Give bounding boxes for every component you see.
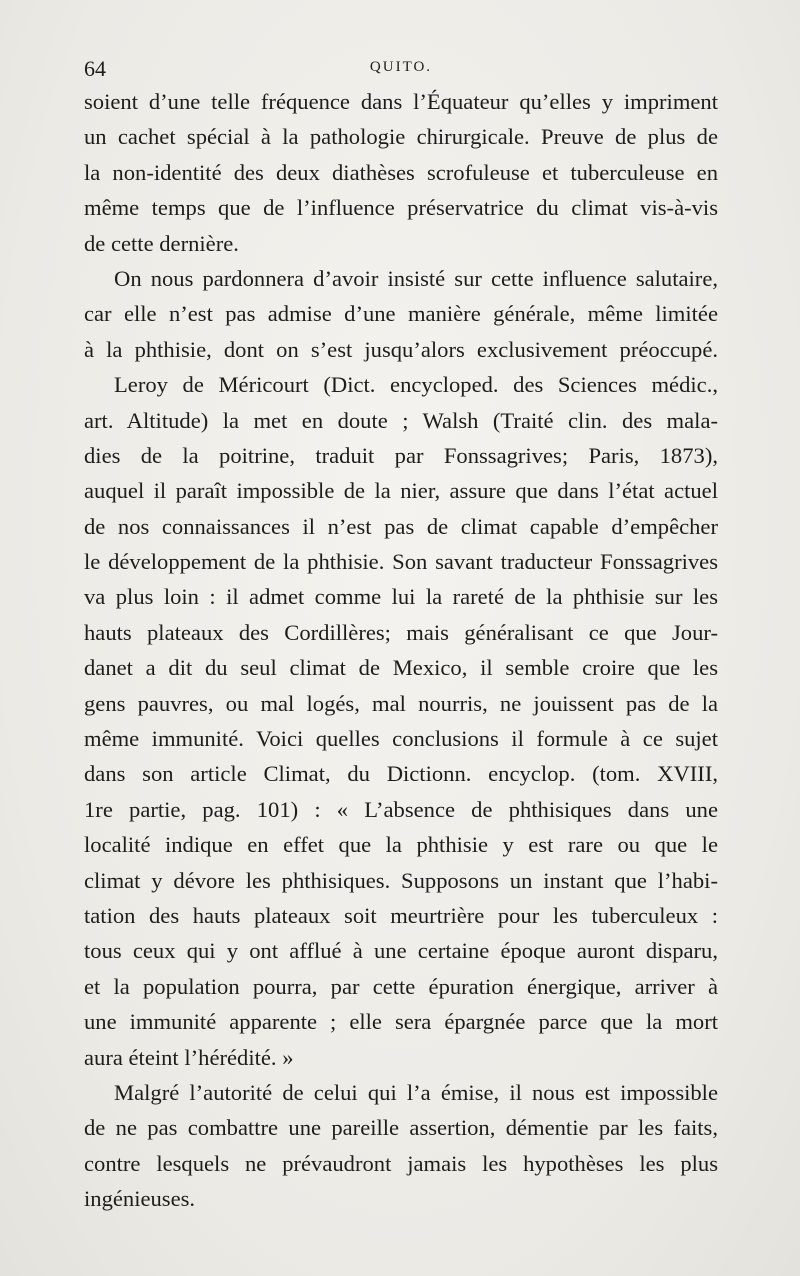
- running-head: [84, 56, 718, 84]
- text-line: de cette dernière.: [84, 230, 239, 256]
- text-line: On nous pardonnera d’avoir insisté sur cette influence salutaire,: [114, 265, 718, 291]
- text-line: 1re partie, pag. 101) : « L’absence de phthisiques dans une: [84, 796, 718, 822]
- text-line: de ne pas combattre une pareille assertion, démentie par les faits,: [84, 1115, 718, 1141]
- text-line: aura éteint l’hérédité. »: [84, 1044, 294, 1070]
- text-line: auquel il paraît impossible de la nier, assure que dans l’état actuel: [84, 478, 718, 504]
- paragraph: [84, 261, 718, 367]
- paragraph: [84, 1075, 718, 1217]
- text-line: danet a dit du seul climat de Mexico, il semble croire que les: [84, 655, 718, 681]
- running-title: QUITO.: [369, 59, 433, 75]
- page-number: 64: [84, 56, 106, 81]
- text-line: hauts plateaux des Cordillères; mais généralisant ce que Jour-: [84, 619, 718, 645]
- text-line: climat y dévore les phthisiques. Supposons un instant que l’habi-: [84, 867, 718, 893]
- text-line: un cachet spécial à la pathologie chirurgicale. Preuve de plus de: [84, 124, 718, 150]
- paragraph: [84, 367, 718, 1075]
- text-line: Malgré l’autorité de celui qui l’a émise, il nous est impossible: [114, 1079, 718, 1105]
- text-line: de nos connaissances il n’est pas de climat capable d’empêcher: [84, 513, 718, 539]
- text-line: localité indique en effet que la phthisie y est rare ou que le: [84, 832, 718, 858]
- text-line: le développement de la phthisie. Son savant traducteur Fonssagrives: [84, 549, 718, 575]
- text-line: art. Altitude) la met en doute ; Walsh (Traité clin. des mala-: [84, 407, 718, 433]
- text-line: même immunité. Voici quelles conclusions il formule à ce sujet: [84, 726, 718, 752]
- text-line: dans son article Climat, du Dictionn. encyclop. (tom. XVIII,: [84, 761, 718, 787]
- paragraph: [84, 84, 718, 261]
- body-text: [84, 84, 718, 1217]
- text-line: et la population pourra, par cette épuration énergique, arriver à: [84, 973, 718, 999]
- text-line: car elle n’est pas admise d’une manière générale, même limitée: [84, 301, 718, 327]
- text-line: la non-identité des deux diathèses scrofuleuse et tuberculeuse en: [84, 159, 718, 185]
- text-line: dies de la poitrine, traduit par Fonssagrives; Paris, 1873),: [84, 442, 718, 468]
- text-line: une immunité apparente ; elle sera épargnée parce que la mort: [84, 1009, 718, 1035]
- text-line: tous ceux qui y ont afflué à une certaine époque auront disparu,: [84, 938, 718, 964]
- text-line: même temps que de l’influence préservatrice du climat vis-à-vis: [84, 195, 718, 221]
- text-line: ingénieuses.: [84, 1186, 196, 1212]
- text-line: contre lesquels ne prévaudront jamais les hypothèses les plus: [84, 1150, 718, 1176]
- text-line: à la phthisie, dont on s’est jusqu’alors exclusivement préoccupé.: [84, 336, 718, 362]
- text-line: va plus loin : il admet comme lui la rareté de la phthisie sur les: [84, 584, 718, 610]
- text-line: soient d’une telle fréquence dans l’Équateur qu’elles y impriment: [84, 89, 718, 114]
- text-line: Leroy de Méricourt (Dict. encycloped. des Sciences médic.,: [114, 372, 718, 398]
- text-line: gens pauvres, ou mal logés, mal nourris, ne jouissent pas de la: [84, 690, 718, 716]
- text-line: tation des hauts plateaux soit meurtrière pour les tuberculeux :: [84, 902, 718, 928]
